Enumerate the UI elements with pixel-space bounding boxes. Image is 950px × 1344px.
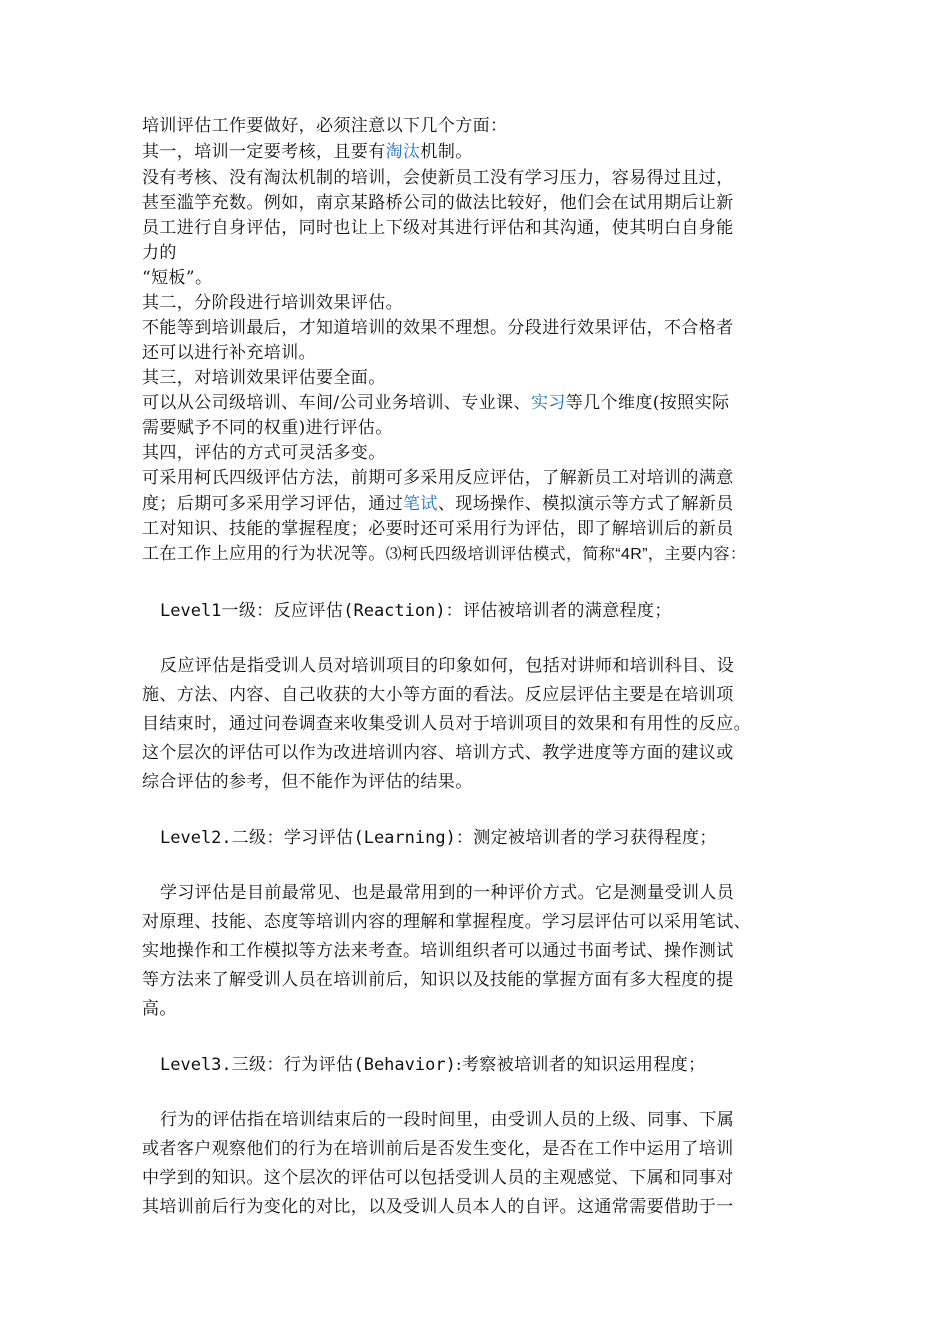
- body-line: 可采用柯氏四级评估方法，前期可多采用反应评估，了解新员工对培训的满意: [142, 468, 734, 488]
- body-line: 没有考核、没有淘汰机制的培训，会使新员工没有学习压力，容易得过且过，: [142, 168, 734, 188]
- point-four-heading: 其四，评估的方式可灵活多变。: [142, 443, 386, 463]
- intro-line: 培训评估工作要做好，必须注意以下几个方面：: [142, 116, 508, 136]
- level1-heading: Level1一级：反应评估(Reaction)：评估被培训者的满意程度；: [160, 601, 672, 621]
- body-line: 度；后期可多采用学习评估，通过笔试、现场操作、模拟演示等方式了解新员: [142, 494, 734, 514]
- body-line: 不能等到培训最后，才知道培训的效果不理想。分段进行效果评估，不合格者: [142, 318, 734, 338]
- level3-heading: Level3.三级：行为评估(Behavior):考察被培训者的知识运用程度；: [160, 1055, 706, 1075]
- level2-paragraph-line: 实地操作和工作模拟等方法来考查。培训组织者可以通过书面考试、操作测试: [142, 941, 734, 961]
- model-note: ⑶柯氏四级培训评估模式，简称“4R”，主要内容：: [385, 546, 747, 563]
- point-three-heading: 其三，对培训效果评估要全面。: [142, 368, 386, 388]
- level3-paragraph-line: 行为的评估指在培训结束后的一段时间里，由受训人员的上级、同事、下属: [160, 1110, 735, 1130]
- link-taotai[interactable]: 淘汰: [385, 142, 421, 162]
- body-line: 甚至滥竽充数。例如，南京某路桥公司的做法比较好，他们会在试用期后让新: [142, 193, 734, 213]
- body-line: 需要赋予不同的权重)进行评估。: [142, 418, 393, 438]
- level2-paragraph-line: 等方法来了解受训人员在培训前后，知识以及技能的掌握方面有多大程度的提: [142, 970, 734, 990]
- level1-paragraph-line: 目结束时，通过问卷调查来收集受训人员对于培训项目的效果和有用性的反应。: [142, 714, 751, 734]
- level1-paragraph-line: 综合评估的参考，但不能作为评估的结果。: [142, 772, 473, 792]
- body-line: 工在工作上应用的行为状况等。⑶柯氏四级培训评估模式，简称“4R”，主要内容：: [142, 544, 747, 564]
- level2-paragraph-line: 对原理、技能、态度等培训内容的理解和掌握程度。学习层评估可以采用笔试、: [142, 912, 751, 932]
- level1-paragraph-line: 反应评估是指受训人员对培训项目的印象如何，包括对讲师和培训科目、设: [160, 656, 735, 676]
- level2-paragraph-line: 高。: [142, 999, 177, 1019]
- level2-heading: Level2.二级：学习评估(Learning)：测定被培训者的学习获得程度；: [160, 828, 717, 848]
- body-line: 可以从公司级培训、车间/公司业务培训、专业课、实习等几个维度(按照实际: [142, 393, 730, 413]
- level3-paragraph-line: 其培训前后行为变化的对比，以及受训人员本人的自评。这通常需要借助于一: [142, 1197, 734, 1217]
- point-two-heading: 其二，分阶段进行培训效果评估。: [142, 293, 403, 313]
- body-line: 员工进行自身评估，同时也让上下级对其进行评估和其沟通，使其明白自身能: [142, 218, 734, 238]
- level3-paragraph-line: 或者客户观察他们的行为在培训前后是否发生变化，是否在工作中运用了培训: [142, 1139, 734, 1159]
- level3-paragraph-line: 中学到的知识。这个层次的评估可以包括受训人员的主观感觉、下属和同事对: [142, 1168, 734, 1188]
- level1-paragraph-line: 施、方法、内容、自己收获的大小等方面的看法。反应层评估主要是在培训项: [142, 685, 734, 705]
- body-line: 力的: [142, 243, 177, 263]
- level2-paragraph-line: 学习评估是目前最常见、也是最常用到的一种评价方式。它是测量受训人员: [160, 883, 735, 903]
- body-line: “短板”。: [142, 268, 213, 288]
- level1-paragraph-line: 这个层次的评估可以作为改进培训内容、培训方式、教学进度等方面的建议或: [142, 743, 734, 763]
- point-one-heading: 其一，培训一定要考核，且要有淘汰机制。: [142, 142, 473, 162]
- body-line: 工对知识、技能的掌握程度；必要时还可采用行为评估，即了解培训后的新员: [142, 519, 734, 539]
- body-line: 还可以进行补充培训。: [142, 343, 316, 363]
- link-shixi[interactable]: 实习: [530, 393, 566, 413]
- link-bishi[interactable]: 笔试: [403, 494, 438, 514]
